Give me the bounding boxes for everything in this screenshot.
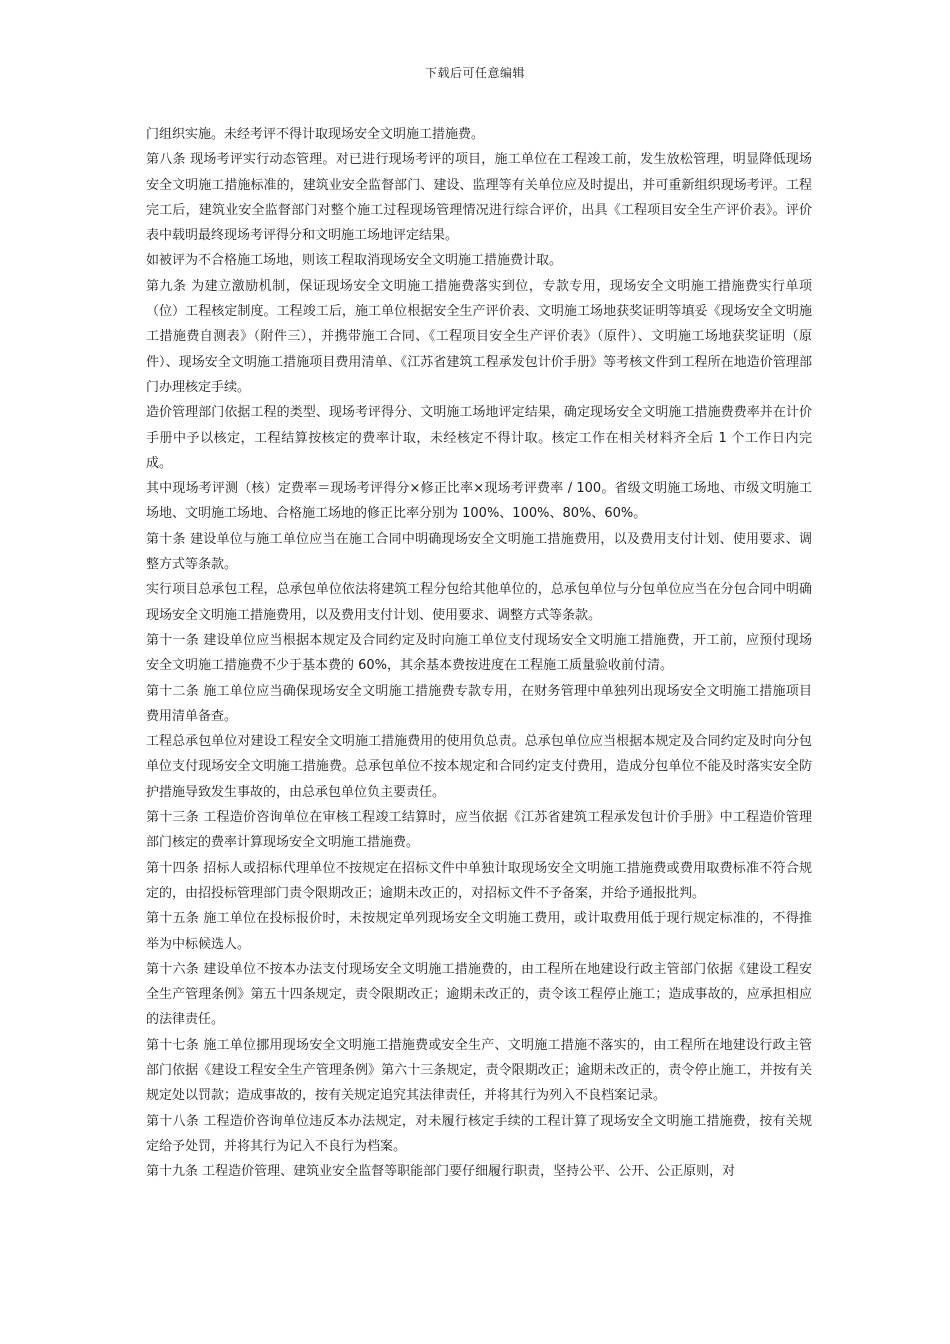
paragraph: 其中现场考评测（核）定费率＝现场考评得分×修正比率×现场考评费率 / 100。省级文明施工场地、市级文明施工场地、文明施工场地、合格施工场地的修正比率分别为 100%、100%、80%、60%。 <box>146 481 812 522</box>
paragraph-article-15: 第十五条 施工单位在投标报价时，未按规定单列现场安全文明施工费用，或计取费用低于现行规定标准的，不得推举为中标候选人。 <box>146 911 812 952</box>
paragraph-article-17: 第十七条 施工单位挪用现场安全文明施工措施费或安全生产、文明施工措施不落实的，由工程所在地建设行政主管部门依据《建设工程安全生产管理条例》第六十三条规定，责令限期改正；逾期未改正的，责令停止施工，并按有关规定处以罚款；造成事故的，按有关规定追究其法律责任，并将其行为列入不良档案记录。 <box>146 1037 812 1104</box>
paragraph-article-11: 第十一条 建设单位应当根据本规定及合同约定及时向施工单位支付现场安全文明施工措施费，开工前，应预付现场安全文明施工措施费不少于基本费的 60%，其余基本费按进度在工程施工质量验收前付清。 <box>146 632 812 674</box>
paragraph-article-18: 第十八条 工程造价咨询单位违反本办法规定，对未履行核定手续的工程计算了现场安全文明施工措施费，按有关规定给予处罚，并将其行为记入不良行为档案。 <box>146 1113 812 1154</box>
paragraph: 门组织实施。未经考评不得计取现场安全文明施工措施费。 <box>146 127 485 142</box>
paragraph-article-16: 第十六条 建设单位不按本办法支付现场安全文明施工措施费的，由工程所在地建设行政主管部门依据《建设工程安全生产管理条例》第五十四条规定，责令限期改正；逾期未改正的，责令该工程停止施工；造成事故的，应承担相应的法律责任。 <box>146 961 812 1028</box>
paragraph-article-19: 第十九条 工程造价管理、建筑业安全监督等职能部门要仔细履行职责，坚持公平、公开、公正原则，对 <box>146 1164 736 1180</box>
paragraph-article-13: 第十三条 工程造价咨询单位在审核工程竣工结算时，应当依据《江苏省建筑工程承发包计价手册》中工程造价管理部门核定的费率计算现场安全文明施工措施费。 <box>146 810 812 851</box>
paragraph-article-10: 第十条 建设单位与施工单位应当在施工合同中明确现场安全文明施工措施费用，以及费用支付计划、使用要求、调整方式等条款。 <box>146 531 812 573</box>
page-header: 下载后可任意编辑 <box>424 66 525 80</box>
document-body <box>146 122 812 1184</box>
paragraph: 工程总承包单位对建设工程安全文明施工措施费用的使用负总责。总承包单位应当根据本规定及合同约定及时向分包单位支付现场安全文明施工措施费。总承包单位不按本规定和合同约定支付费用，造成分包单位不能及时落实安全防护措施导致发生事故的，由总承包单位负主要责任。 <box>146 734 812 800</box>
paragraph-article-9: 第九条 为建立激励机制，保证现场安全文明施工措施费落实到位，专款专用，现场安全文明施工措施费实行单项（位）工程核定制度。工程竣工后，施工单位根据安全生产评价表、文明施工场地获奖证明等填妥《现场安全文明施工措施费自测表》（附件三），并携带施工合同、《工程项目安全生产评价表》（原件）、文明施工场地获奖证明（原件）、现场安全文明施工措施项目费用清单、《江苏省建筑工程承发包计价手册》等考核文件到工程所在地造价管理部门办理核定手续。 <box>146 278 812 395</box>
paragraph: 实行项目总承包工程，总承包单位依法将建筑工程分包给其他单位的，总承包单位与分包单位应当在分包合同中明确现场安全文明施工措施费用，以及费用支付计划、使用要求、调整方式等条款。 <box>146 582 812 623</box>
paragraph: 造价管理部门依据工程的类型、现场考评得分、文明施工场地评定结果，确定现场安全文明施工措施费费率并在计价手册中予以核定，工程结算按核定的费率计取，未经核定不得计取。核定工作在相关材料齐全后 1 个工作日内完成。 <box>146 405 812 471</box>
paragraph-article-12: 第十二条 施工单位应当确保现场安全文明施工措施费专款专用，在财务管理中单独列出现场安全文明施工措施项目费用清单备查。 <box>146 683 812 724</box>
paragraph: 如被评为不合格施工场地，则该工程取消现场安全文明施工措施费计取。 <box>146 253 563 269</box>
paragraph-article-14: 第十四条 招标人或招标代理单位不按规定在招标文件中单独计取现场安全文明施工措施费或费用取费标准不符合规定的，由招投标管理部门责令限期改正；逾期未改正的，对招标文件不予备案，并给予通报批判。 <box>146 860 812 901</box>
paragraph-article-8: 第八条 现场考评实行动态管理。对已进行现场考评的项目，施工单位在工程竣工前，发生放松管理，明显降低现场安全文明施工措施标准的，建筑业安全监督部门、建设、监理等有关单位应及时提出，并可重新组织现场考评。工程完工后，建筑业安全监督部门对整个施工过程现场管理情况进行综合评价，出具《工程项目安全生产评价表》。评价表中载明最终现场考评得分和文明施工场地评定结果。 <box>146 152 812 244</box>
